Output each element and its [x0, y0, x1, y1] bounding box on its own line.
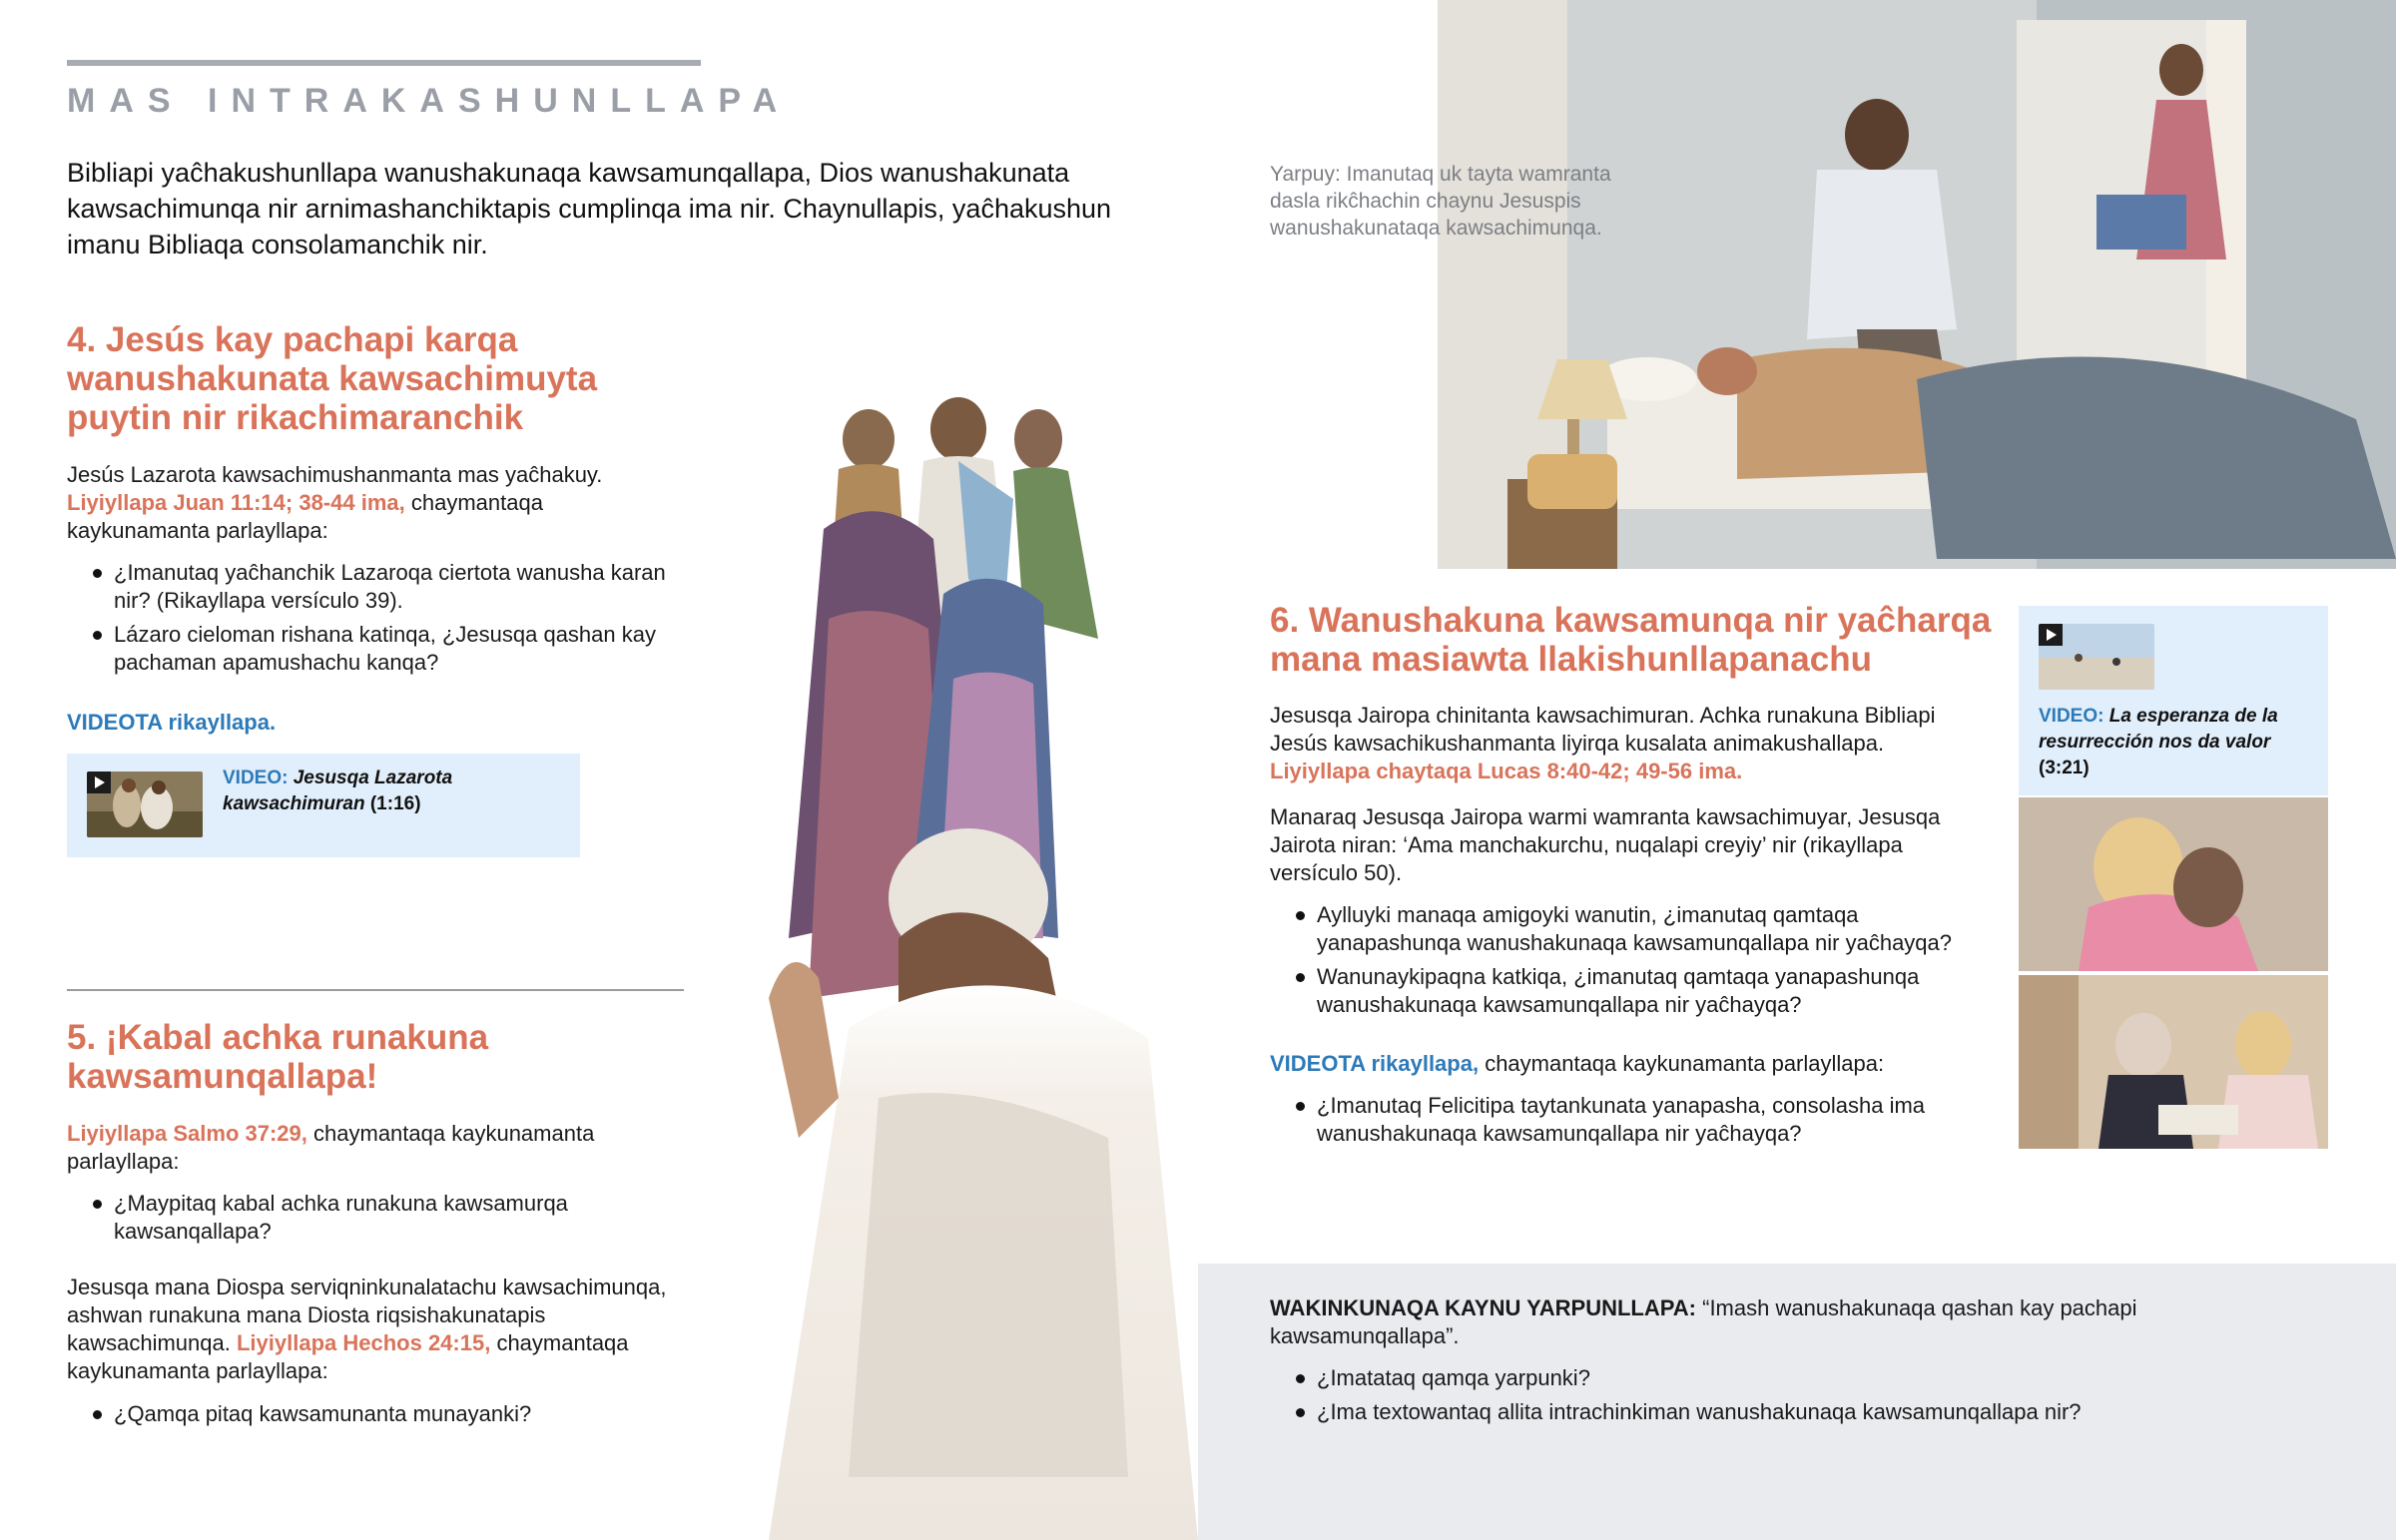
- section-5-questions: [67, 1190, 666, 1252]
- video-card-resurrection[interactable]: [2019, 606, 2328, 795]
- video-label: VIDEO:: [223, 768, 289, 788]
- section-5-paragraph: [67, 1274, 676, 1385]
- video-thumbnail[interactable]: [2039, 624, 2154, 690]
- section-4-questions: [67, 559, 686, 683]
- section-6-paragraph-2: Manaraq Jesusqa Jairopa warmi wamranta kawsachimuyar, Jesusqa Jairota niran: ‘Ama manchakurchu, nuqalapi creyiy’ nir (rikayllapa versículo 50).: [1270, 804, 1941, 885]
- video-name: La esperanza de la resurrección nos da valor: [2039, 706, 2278, 753]
- video-duration: (1:16): [369, 793, 421, 814]
- section-5-heading: 5. ¡Kabal achka runakuna kawsamunqallapa!: [67, 1018, 489, 1096]
- play-icon[interactable]: [2039, 624, 2063, 646]
- list-item: ¿Ima textowantaq allita intrachinkiman wanushakunaqa kawsamunqallapa nir?: [1270, 1398, 2248, 1426]
- scripture-link[interactable]: Liyiyllapa Hechos 24:15,: [236, 1330, 491, 1355]
- reading-instruction: chaymantaqa kaykunamanta parlayllapa:: [67, 1330, 629, 1383]
- section-6-video-prompt: [1270, 1050, 1999, 1078]
- video-card-lazarus[interactable]: [67, 754, 580, 857]
- video-thumbnail[interactable]: [87, 771, 203, 837]
- intro-paragraph: Bibliapi yaĉhakushunllapa wanushakunaqa kawsamunqallapa, Dios wanushakunata kawsachimunqa nir arnimashanchiktapis cumplinqa ima nir. Chaynullapis, yaĉhakushun imanu Bibliaqa consolamanchik nir.: [67, 158, 1112, 259]
- summary-label: WAKINKUNAQA KAYNU YARPUNLLAPA:: [1270, 1295, 1696, 1320]
- video-title[interactable]: [223, 766, 462, 817]
- video-prompt: VIDEOTA rikayllapa.: [67, 710, 277, 735]
- video-label: VIDEO:: [2039, 706, 2104, 727]
- list-item: ¿Maypitaq kabal achka runakuna kawsamurqa kawsanqallapa?: [67, 1190, 666, 1246]
- study-photo: [2019, 975, 2328, 1149]
- section-4-reading: [67, 461, 666, 545]
- reading-instruction: chaymantaqa kaykunamanta parlayllapa:: [67, 1121, 595, 1174]
- list-item: ¿Imanutaq yaĉhanchik Lazaroqa ciertota wanusha karan nir? (Rikayllapa versículo 39).: [67, 559, 686, 615]
- list-item: Wanunaykipaqna katkiqa, ¿imanutaq qamtaqa yanapashunqa wanushakunaqa kawsamunqallapa nir yaĉhayqa?: [1270, 963, 1999, 1019]
- video-name: Jesusqa Lazarota kawsachimuran: [223, 768, 453, 814]
- section-6-paragraph-1: [1270, 702, 1989, 785]
- header-rule: [67, 60, 701, 66]
- lazarus-illustration: [729, 379, 1198, 1540]
- section-5-reading: [67, 1120, 666, 1176]
- father-son-photo: [1438, 0, 2396, 569]
- list-item: ¿Imanutaq Felicitipa taytankunata yanapasha, consolasha ima wanushakunaqa kawsamunqallapa nir yaĉhayqa?: [1270, 1092, 1999, 1148]
- reading-instruction: chaymantaqa kaykunamanta parlayllapa:: [67, 490, 543, 543]
- scripture-link[interactable]: Liyiyllapa Salmo 37:29,: [67, 1121, 307, 1146]
- play-icon[interactable]: [87, 771, 111, 793]
- section-kicker: MAS INTRAKASHUNLLAPA: [67, 82, 792, 120]
- scripture-link[interactable]: Liyiyllapa Juan 11:14; 38-44 ima,: [67, 490, 405, 515]
- scripture-link[interactable]: Liyiyllapa chaytaqa Lucas 8:40-42; 49-56 ima.: [1270, 759, 1743, 783]
- summary-statement: [1270, 1294, 2228, 1350]
- video-duration: (3:21): [2039, 758, 2090, 778]
- photo-caption: Yarpuy: Imanutaq uk tayta wamranta dasla rikĉhachin chaynu Jesuspis wanushakunataqa kawsachimunqa.: [1270, 163, 1611, 240]
- paragraph-text: Jesusqa mana Diospa serviqninkunalatachu kawsachimunqa, ashwan runakuna mana Diosta riqsishakunatapis kawsachimunqa.: [67, 1275, 667, 1355]
- section-4-intro: Jesús Lazarota kawsachimushanmanta mas yaĉhakuy.: [67, 462, 603, 487]
- list-item: Aylluyki manaqa amigoyki wanutin, ¿imanutaq qamtaqa yanapashunqa wanushakunaqa kawsamunqallapa nir yaĉhayqa?: [1270, 901, 1999, 957]
- hug-photo: [2019, 797, 2328, 971]
- section-6-heading: 6. Wanushakuna kawsamunqa nir yaĉharqa mana masiawta llakishunllapanachu: [1270, 601, 1992, 679]
- paragraph-text: Jesusqa Jairopa chinitanta kawsachimuran. Achka runakuna Bibliapi Jesús kawsachikushanmanta liyirqa kusalata animakushallapa.: [1270, 703, 1936, 756]
- summary-text: “Imash wanushakunaqa qashan kay pachapi kawsamunqallapa”.: [1270, 1295, 2137, 1348]
- list-item: ¿Qamqa pitaq kawsamunanta munayanki?: [67, 1400, 666, 1428]
- section-4-heading: 4. Jesús kay pachapi karqa wanushakunata kawsachimuyta puytin nir rikachimaranchik: [67, 320, 598, 437]
- section-divider: [67, 989, 684, 991]
- list-item: ¿Imatataq qamqa yarpunki?: [1270, 1364, 2248, 1392]
- video-title[interactable]: [2039, 704, 2308, 781]
- section-6-questions: [1270, 901, 1999, 1025]
- section-6-video-question: [1270, 1092, 1999, 1154]
- list-item: Lázaro cieloman rishana katinqa, ¿Jesusqa qashan kay pachaman apamushachu kanqa?: [67, 621, 686, 677]
- reading-instruction: chaymantaqa kaykunamanta parlayllapa:: [1479, 1051, 1885, 1076]
- summary-questions: [1270, 1364, 2248, 1432]
- section-5-question-2: [67, 1400, 666, 1434]
- video-prompt: VIDEOTA rikayllapa,: [1270, 1051, 1480, 1076]
